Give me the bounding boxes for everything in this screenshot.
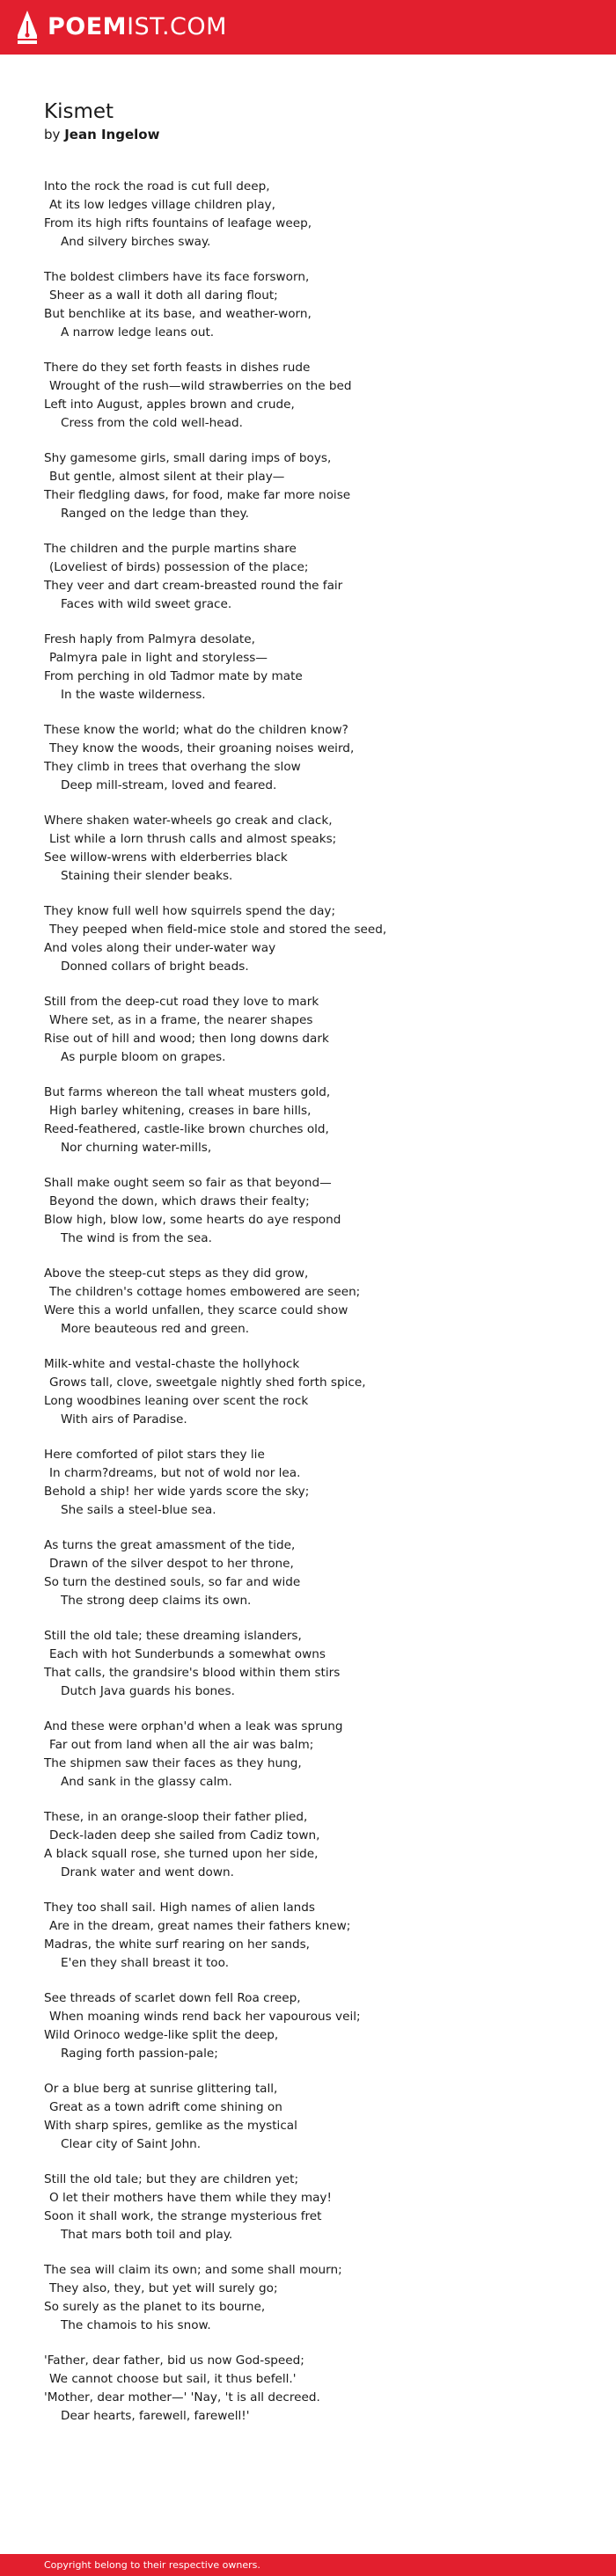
poem-line: Shy gamesome girls, small daring imps of boys, <box>44 451 332 465</box>
poem-line: From perching in old Tadmor mate by mate <box>44 669 303 683</box>
poem-stanza <box>44 1174 572 1248</box>
poem-line: They peeped when field-mice stole and stored the seed, <box>49 923 387 937</box>
poem-stanza <box>44 631 572 704</box>
poem-line: Were this a world unfallen, they scarce could show <box>44 1303 348 1317</box>
poem-line: We cannot choose but sail, it thus befell.' <box>49 2372 297 2386</box>
poem-stanza <box>44 1989 572 2063</box>
poem-line: Fresh haply from Palmyra desolate, <box>44 632 255 646</box>
poem-line: Soon it shall work, the strange mysterious fret <box>44 2209 322 2223</box>
poem-stanza <box>44 721 572 795</box>
poem-line: A narrow ledge leans out. <box>61 325 215 339</box>
poem-stanza <box>44 2261 572 2335</box>
poem-line: The children's cottage homes embowered are seen; <box>49 1285 361 1299</box>
poem-line: That mars both toil and play. <box>61 2228 233 2242</box>
site-footer <box>0 2554 616 2576</box>
poem-line: Still the old tale; these dreaming islanders, <box>44 1629 302 1643</box>
poem-stanza <box>44 268 572 342</box>
poem-line: The strong deep claims its own. <box>61 1594 252 1608</box>
poem-line: In charm?dreams, but not of wold nor lea. <box>49 1466 301 1480</box>
poem-line: See willow-wrens with elderberries black <box>44 850 288 865</box>
poem-line: Here comforted of pilot stars they lie <box>44 1448 265 1462</box>
poem-line: Cress from the cold well-head. <box>61 416 243 430</box>
poem-line: Dear hearts, farewell, farewell!' <box>61 2409 250 2423</box>
poem-stanza <box>44 2171 572 2244</box>
poem-line: So surely as the planet to its bourne, <box>44 2300 266 2314</box>
poem-line: Dutch Java guards his bones. <box>61 1684 235 1698</box>
poem-line: They know the woods, their groaning noises weird, <box>49 741 355 755</box>
poem-line: These, in an orange-sloop their father plied, <box>44 1810 308 1824</box>
poem-line: Where set, as in a frame, the nearer shapes <box>49 1013 313 1027</box>
poem-line: More beauteous red and green. <box>61 1322 250 1336</box>
poem-line: A black squall rose, she turned upon her side, <box>44 1847 319 1861</box>
poem-line: Rise out of hill and wood; then long downs dark <box>44 1032 329 1046</box>
poem-line: And sank in the glassy calm. <box>61 1775 232 1789</box>
poem-line: Milk-white and vestal-chaste the hollyhock <box>44 1357 300 1371</box>
poem-line: As turns the great amassment of the tide, <box>44 1538 296 1552</box>
poem-line: 'Father, dear father, bid us now God-speed; <box>44 2353 304 2368</box>
poem-line: Deep mill-stream, loved and feared. <box>61 778 277 792</box>
poem-line: Each with hot Sunderbunds a somewhat owns <box>49 1647 326 1661</box>
poem-line: They climb in trees that overhang the slow <box>44 760 301 774</box>
poem-line: Deck-laden deep she sailed from Cadiz town, <box>49 1828 320 1843</box>
poem-line: Sheer as a wall it doth all daring flout; <box>49 288 278 303</box>
poem-line: Donned collars of bright beads. <box>61 960 249 974</box>
poem-line: She sails a steel-blue sea. <box>61 1503 216 1517</box>
poem-line: At its low ledges village children play, <box>49 198 275 212</box>
poem-line: But benchlike at its base, and weather-worn, <box>44 307 312 321</box>
poem-line: Are in the dream, great names their fathers knew; <box>49 1919 351 1933</box>
poem-line: The chamois to his snow. <box>61 2318 211 2332</box>
poem-stanza <box>44 1718 572 1792</box>
poem-line: Their fledgling daws, for food, make far more noise <box>44 488 351 502</box>
poem-stanza <box>44 178 572 252</box>
poem-line: They too shall sail. High names of alien lands <box>44 1901 316 1915</box>
poem-line: 'Mother, dear mother—' 'Nay, 't is all decreed. <box>44 2390 320 2405</box>
poem-line: See threads of scarlet down fell Roa creep, <box>44 1991 301 2005</box>
poem-line: The shipmen saw their faces as they hung, <box>44 1756 302 1770</box>
poem-stanza <box>44 812 572 886</box>
poem-line: Or a blue berg at sunrise glittering tall, <box>44 2082 278 2096</box>
poem-byline <box>44 125 572 144</box>
poem-stanza <box>44 1899 572 1973</box>
poem-line: Madras, the white surf rearing on her sands, <box>44 1937 310 1952</box>
poem-content <box>44 99 572 2442</box>
site-header <box>0 0 616 55</box>
poem-line: In the waste wilderness. <box>61 688 206 702</box>
poem-stanza <box>44 1265 572 1339</box>
poem-line: They veer and dart cream-breasted round the fair <box>44 579 343 593</box>
poem-line: Wild Orinoco wedge-like split the deep, <box>44 2028 279 2042</box>
poem-line: From its high rifts fountains of leafage weep, <box>44 216 312 230</box>
poem-line: Into the rock the road is cut full deep, <box>44 179 270 193</box>
by-label: by <box>44 127 61 142</box>
poem-line: They know full well how squirrels spend the day; <box>44 904 336 918</box>
poem-line: And these were orphan'd when a leak was sprung <box>44 1719 343 1733</box>
logo-light-text: IST.COM <box>127 13 227 40</box>
poem-line: The sea will claim its own; and some shall mourn; <box>44 2263 342 2277</box>
poem-stanza <box>44 1536 572 1610</box>
poem-line: With sharp spires, gemlike as the mystical <box>44 2119 297 2133</box>
poem-line: Grows tall, clove, sweetgale nightly shed forth spice, <box>49 1376 366 1390</box>
poem-line: Long woodbines leaning over scent the rock <box>44 1394 309 1408</box>
poem-line: Left into August, apples brown and crude, <box>44 398 295 412</box>
poem-line: As purple bloom on grapes. <box>61 1050 226 1064</box>
poem-line: But gentle, almost silent at their play— <box>49 470 285 484</box>
poem-line: Staining their slender beaks. <box>61 869 233 883</box>
author-link[interactable]: Jean Ingelow <box>64 127 160 142</box>
poem-line: Where shaken water-wheels go creak and clack, <box>44 814 333 828</box>
copyright-text: Copyright belong to their respective owners. <box>44 2559 260 2571</box>
poem-line: Palmyra pale in light and storyless— <box>49 651 268 665</box>
poem-line: And silvery birches sway. <box>61 235 211 249</box>
poem-stanza <box>44 902 572 976</box>
poem-line: These know the world; what do the children know? <box>44 723 348 737</box>
poem-body <box>44 178 572 2426</box>
poem-line: So turn the destined souls, so far and wide <box>44 1575 301 1589</box>
poem-stanza <box>44 1084 572 1157</box>
poem-line: Beyond the down, which draws their fealty; <box>49 1194 310 1208</box>
poem-line: Still the old tale; but they are children yet; <box>44 2172 299 2186</box>
poem-line: Above the steep-cut steps as they did grow, <box>44 1266 309 1281</box>
poem-stanza <box>44 2080 572 2154</box>
poem-stanza <box>44 1627 572 1701</box>
poem-line: Drank water and went down. <box>61 1865 234 1879</box>
poem-line: (Loveliest of birds) possession of the place; <box>49 560 309 574</box>
poem-line: Behold a ship! her wide yards score the sky; <box>44 1485 310 1499</box>
poem-stanza <box>44 359 572 433</box>
poem-stanza <box>44 540 572 614</box>
poem-line: Great as a town adrift come shining on <box>49 2100 282 2114</box>
poem-line: But farms whereon the tall wheat musters gold, <box>44 1085 331 1099</box>
poem-line: And voles along their under-water way <box>44 941 276 955</box>
poem-line: When moaning winds rend back her vapourous veil; <box>49 2010 361 2024</box>
poem-line: Shall make ought seem so fair as that beyond— <box>44 1176 332 1190</box>
poem-title: Kismet <box>44 100 114 123</box>
poem-line: Blow high, blow low, some hearts do aye respond <box>44 1213 341 1227</box>
poem-stanza <box>44 449 572 523</box>
poem-stanza <box>44 993 572 1067</box>
poem-line: O let their mothers have them while they may! <box>49 2191 332 2205</box>
poem-line: Nor churning water-mills, <box>61 1141 212 1155</box>
site-logo-text <box>48 9 227 46</box>
poem-stanza <box>44 2352 572 2426</box>
site-logo[interactable] <box>16 9 227 46</box>
poem-line: E'en they shall breast it too. <box>61 1956 230 1970</box>
poem-stanza <box>44 1446 572 1520</box>
poem-line: The children and the purple martins share <box>44 542 297 556</box>
poem-line: They also, they, but yet will surely go; <box>49 2281 278 2295</box>
poem-line: Reed-feathered, castle-like brown churches old, <box>44 1122 329 1136</box>
poem-line: Still from the deep-cut road they love to mark <box>44 995 319 1009</box>
poem-line: The boldest climbers have its face forsworn, <box>44 270 310 284</box>
poem-line: Wrought of the rush—wild strawberries on the bed <box>49 379 352 393</box>
poem-line: With airs of Paradise. <box>61 1412 187 1427</box>
poem-line: The wind is from the sea. <box>61 1231 212 1245</box>
poem-line: List while a lorn thrush calls and almost speaks; <box>49 832 337 846</box>
poem-line: Clear city of Saint John. <box>61 2137 202 2151</box>
poem-line: High barley whitening, creases in bare hills, <box>49 1104 312 1118</box>
logo-bold-text: POEM <box>48 13 128 40</box>
poem-stanza <box>44 1808 572 1882</box>
poem-line: Ranged on the ledge than they. <box>61 507 249 521</box>
poem-line: Far out from land when all the air was balm; <box>49 1738 314 1752</box>
poem-line: Drawn of the silver despot to her throne, <box>49 1557 294 1571</box>
pen-nib-icon <box>16 9 39 46</box>
poem-line: That calls, the grandsire's blood within them stirs <box>44 1666 341 1680</box>
poem-line: Faces with wild sweet grace. <box>61 597 232 611</box>
poem-stanza <box>44 1355 572 1429</box>
poem-line: Raging forth passion-pale; <box>61 2047 218 2061</box>
poem-line: There do they set forth feasts in dishes rude <box>44 361 311 375</box>
